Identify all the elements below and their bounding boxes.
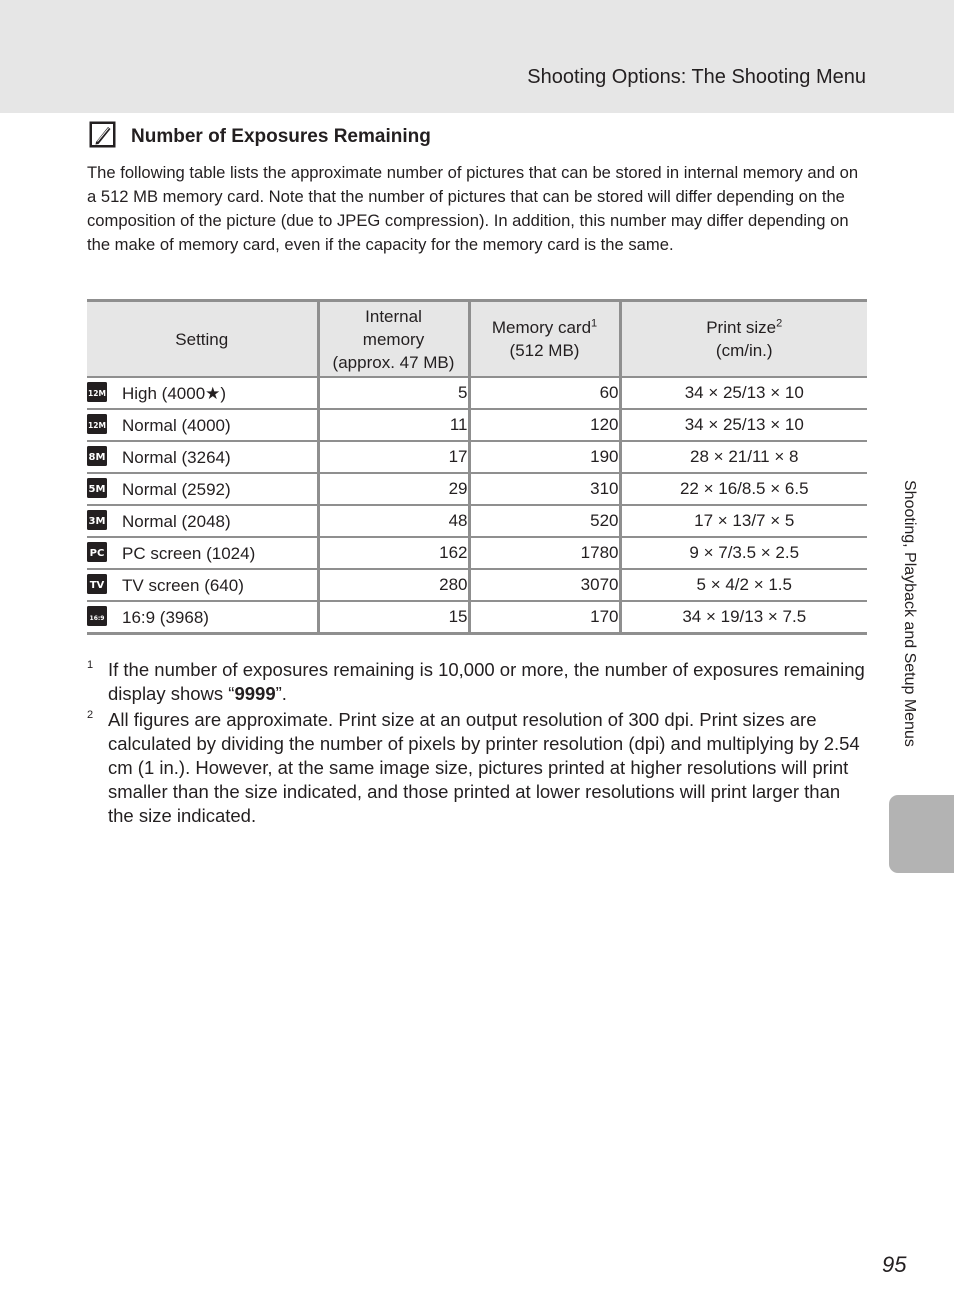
table-row (87, 537, 867, 569)
internal-memory-value: 280 (318, 569, 469, 601)
setting-cell (87, 505, 318, 537)
table-row (87, 473, 867, 505)
setting-cell (87, 601, 318, 634)
internal-memory-value: 15 (318, 601, 469, 634)
table-row (87, 377, 867, 409)
side-tab-label: Shooting, Playback and Setup Menus (901, 480, 918, 747)
internal-memory-value: 11 (318, 409, 469, 441)
3m-icon (87, 510, 107, 530)
table-header-row (87, 301, 867, 378)
header-internal-memory: Internal memory (approx. 47 MB) (318, 301, 469, 378)
svg-text:5M: 5M (88, 484, 106, 495)
memory-card-value: 1780 (469, 537, 620, 569)
memory-card-value: 310 (469, 473, 620, 505)
internal-memory-value: 162 (318, 537, 469, 569)
print-size-value: 34 × 19/13 × 7.5 (620, 601, 867, 634)
print-size-value: 34 × 25/13 × 10 (620, 377, 867, 409)
setting-label: Normal (2592) (122, 480, 231, 499)
display-value: 9999 (234, 683, 276, 704)
print-size-value: 17 × 13/7 × 5 (620, 505, 867, 537)
setting-label: 16:9 (3968) (122, 608, 209, 627)
table-row (87, 505, 867, 537)
12m-star-icon (87, 382, 107, 402)
internal-memory-value: 5 (318, 377, 469, 409)
setting-cell (87, 409, 318, 441)
table-row (87, 601, 867, 634)
pc-icon (87, 542, 107, 562)
memory-card-value: 520 (469, 505, 620, 537)
setting-cell (87, 473, 318, 505)
intro-paragraph: The following table lists the approximate number of pictures that can be stored in internal memory and on a 512 MB memory card. Note that the number of pictures that can be stored will differ depending on the composition of the picture (due to JPEG compression). In addition, this number may differ depending on the make of memory card, even if the capacity for the memory card is the same. (87, 163, 859, 254)
16-9-icon (87, 606, 107, 626)
header-print-size: Print size$^2$ (cm/in.) (620, 301, 867, 378)
side-tab (889, 795, 954, 873)
5m-icon (87, 478, 107, 498)
memory-card-value: 190 (469, 441, 620, 473)
tv-icon (87, 574, 107, 594)
header-memory-card: Memory card$^1$ (512 MB) (469, 301, 620, 378)
table-row (87, 441, 867, 473)
setting-cell (87, 569, 318, 601)
setting-label: PC screen (1024) (122, 544, 256, 563)
8m-icon (87, 446, 107, 466)
setting-label: TV screen (640) (122, 576, 244, 595)
memory-card-value: 170 (469, 601, 620, 634)
footnote-2: 2 All figures are approximate. Print size at an output resolution of 300 dpi. Print sizes are calculated by dividing the number of pixels by printer resolution (dpi) and multiplying by 2.54 cm (1 in.). However, at the same image size, pictures printed at higher resolutions will print smaller than the size indicated, and those printed at lower resolutions will print larger than the size indicated. (87, 708, 867, 828)
header-band (0, 0, 954, 113)
memory-card-value: 120 (469, 409, 620, 441)
print-size-value: 22 × 16/8.5 × 6.5 (620, 473, 867, 505)
internal-memory-value: 29 (318, 473, 469, 505)
table-row (87, 409, 867, 441)
setting-label: Normal (2048) (122, 512, 231, 531)
internal-memory-value: 48 (318, 505, 469, 537)
page-number: 95 (882, 1252, 907, 1277)
svg-text:12M: 12M (88, 389, 106, 398)
setting-label: Normal (3264) (122, 448, 231, 467)
memory-card-value: 3070 (469, 569, 620, 601)
svg-text:8M: 8M (88, 452, 106, 463)
setting-cell (87, 441, 318, 473)
svg-text:3M: 3M (88, 516, 106, 527)
print-size-value: 34 × 25/13 × 10 (620, 409, 867, 441)
print-size-value: 28 × 21/11 × 8 (620, 441, 867, 473)
setting-cell (87, 537, 318, 569)
memory-card-value: 60 (469, 377, 620, 409)
exposures-table (87, 299, 867, 635)
svg-text:12M: 12M (88, 421, 106, 430)
section-title: Number of Exposures Remaining (131, 126, 431, 147)
svg-text:TV: TV (89, 580, 105, 591)
12m-icon (87, 414, 107, 434)
footnote-mark: 2 (87, 709, 94, 721)
pencil-note-icon (89, 121, 116, 148)
setting-label: Normal (4000) (122, 416, 231, 435)
svg-text:PC: PC (89, 548, 105, 559)
footnote-1: 1 If the number of exposures remaining is 10,000 or more, the number of exposures remaining display shows “9999”. (87, 658, 867, 706)
table-row (87, 569, 867, 601)
print-size-value: 5 × 4/2 × 1.5 (620, 569, 867, 601)
setting-label: High (4000★) (122, 384, 227, 403)
print-size-value: 9 × 7/3.5 × 2.5 (620, 537, 867, 569)
footnote-mark: 1 (87, 659, 94, 671)
header-setting: Setting (87, 301, 318, 378)
internal-memory-value: 17 (318, 441, 469, 473)
page-header-title: Shooting Options: The Shooting Menu (527, 66, 866, 88)
setting-cell (87, 377, 318, 409)
svg-text:16:9: 16:9 (89, 615, 105, 622)
